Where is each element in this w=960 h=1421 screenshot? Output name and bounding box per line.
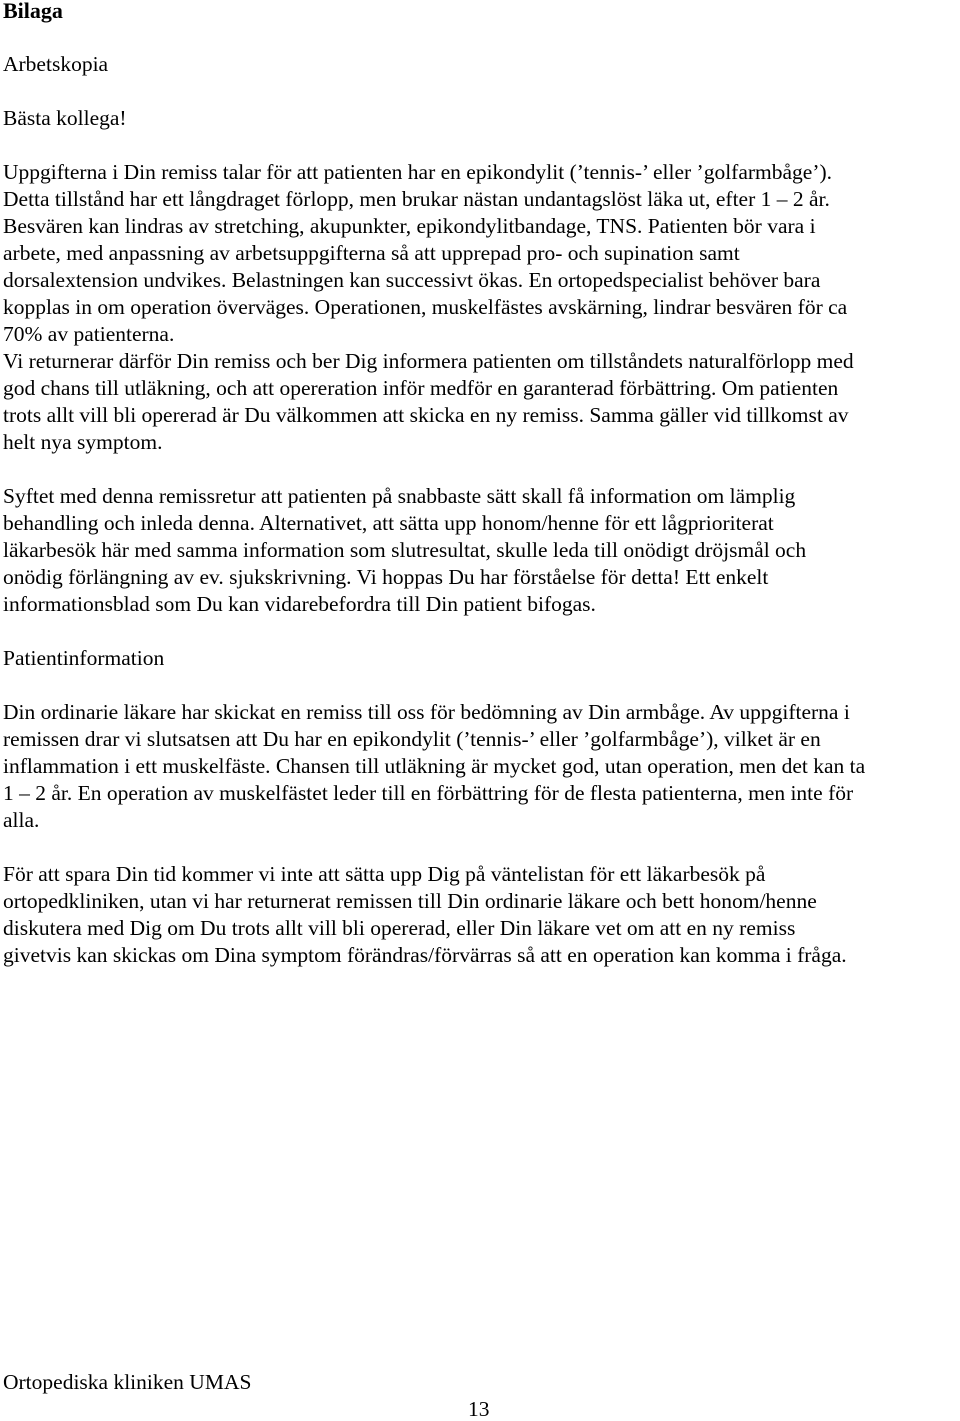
page-number: 13: [468, 1397, 490, 1421]
paragraph-3-line: Din ordinarie läkare har skickat en remiss till oss för bedömning av Din armbåge. Av uppgifterna i: [3, 700, 850, 724]
paragraph-3-line: 1 – 2 år. En operation av muskelfästet leder till en förbättring för de flesta patienterna, men inte för: [3, 781, 854, 805]
footer-clinic-name: Ortopediska kliniken UMAS: [3, 1370, 252, 1394]
paragraph-1-line: arbete, med anpassning av arbetsuppgifterna så att upprepad pro- och supination samt: [3, 241, 740, 265]
paragraph-4-line: givetvis kan skickas om Dina symptom förändras/förvärras så att en operation kan komma i fråga.: [3, 943, 847, 967]
paragraph-2-line: behandling och inleda denna. Alternativet, att sätta upp honom/henne för ett lågprioriterat: [3, 511, 774, 535]
greeting: Bästa kollega!: [3, 106, 127, 130]
paragraph-3-line: remissen drar vi slutsatsen att Du har en epikondylit (’tennis-’ eller ’golfarmbåge’), vilket är en: [3, 727, 821, 751]
paragraph-1-line: 70% av patienterna.: [3, 322, 175, 346]
document-heading: Bilaga: [3, 0, 63, 23]
paragraph-4-line: För att spara Din tid kommer vi inte att sätta upp Dig på väntelistan för ett läkarbesök på: [3, 862, 766, 886]
paragraph-1-line: Besvären kan lindras av stretching, akupunkter, epikondylitbandage, TNS. Patienten bör vara i: [3, 214, 816, 238]
paragraph-2-line: informationsblad som Du kan vidarebefordra till Din patient bifogas.: [3, 592, 596, 616]
paragraph-2-line: onödig förlängning av ev. sjukskrivning. Vi hoppas Du har förståelse för detta! Ett enkelt: [3, 565, 769, 589]
label-arbetskopia: Arbetskopia: [3, 52, 109, 76]
paragraph-2-line: Syftet med denna remissretur att patienten på snabbaste sätt skall få information om lämplig: [3, 484, 796, 508]
patient-info-heading: Patientinformation: [3, 646, 165, 670]
paragraph-1-line: god chans till utläkning, och att opereration inför medför en garanterad förbättring. Om patienten: [3, 376, 839, 400]
paragraph-1-line: kopplas in om operation överväges. Operationen, muskelfästes avskärning, lindrar besvären för ca: [3, 295, 848, 319]
paragraph-2-line: läkarbesök här med samma information som slutresultat, skulle leda till onödigt dröjsmål och: [3, 538, 807, 562]
paragraph-1-line: trots allt vill bli opererad är Du välkommen att skicka en ny remiss. Samma gäller vid tillkomst av: [3, 403, 849, 427]
paragraph-1-line: helt nya symptom.: [3, 430, 163, 454]
paragraph-4-line: ortopedkliniken, utan vi har returnerat remissen till Din ordinarie läkare och bett honom/henne: [3, 889, 817, 913]
paragraph-3-line: alla.: [3, 808, 40, 832]
paragraph-1-line: Vi returnerar därför Din remiss och ber Dig informera patienten om tillståndets naturalförlopp med: [3, 349, 854, 373]
paragraph-4-line: diskutera med Dig om Du trots allt vill bli opererad, eller Din läkare vet om att en ny remiss: [3, 916, 796, 940]
paragraph-1-line: Detta tillstånd har ett långdraget förlopp, men brukar nästan undantagslöst läka ut, efter 1 – 2 år.: [3, 187, 830, 211]
paragraph-1-line: Uppgifterna i Din remiss talar för att patienten har en epikondylit (’tennis-’ eller ’golfarmbåge’).: [3, 160, 833, 184]
paragraph-1-line: dorsalextension undvikes. Belastningen kan successivt ökas. En ortopedspecialist behöver bara: [3, 268, 821, 292]
paragraph-3-line: inflammation i ett muskelfäste. Chansen till utläkning är mycket god, utan operation, men det kan ta: [3, 754, 866, 778]
